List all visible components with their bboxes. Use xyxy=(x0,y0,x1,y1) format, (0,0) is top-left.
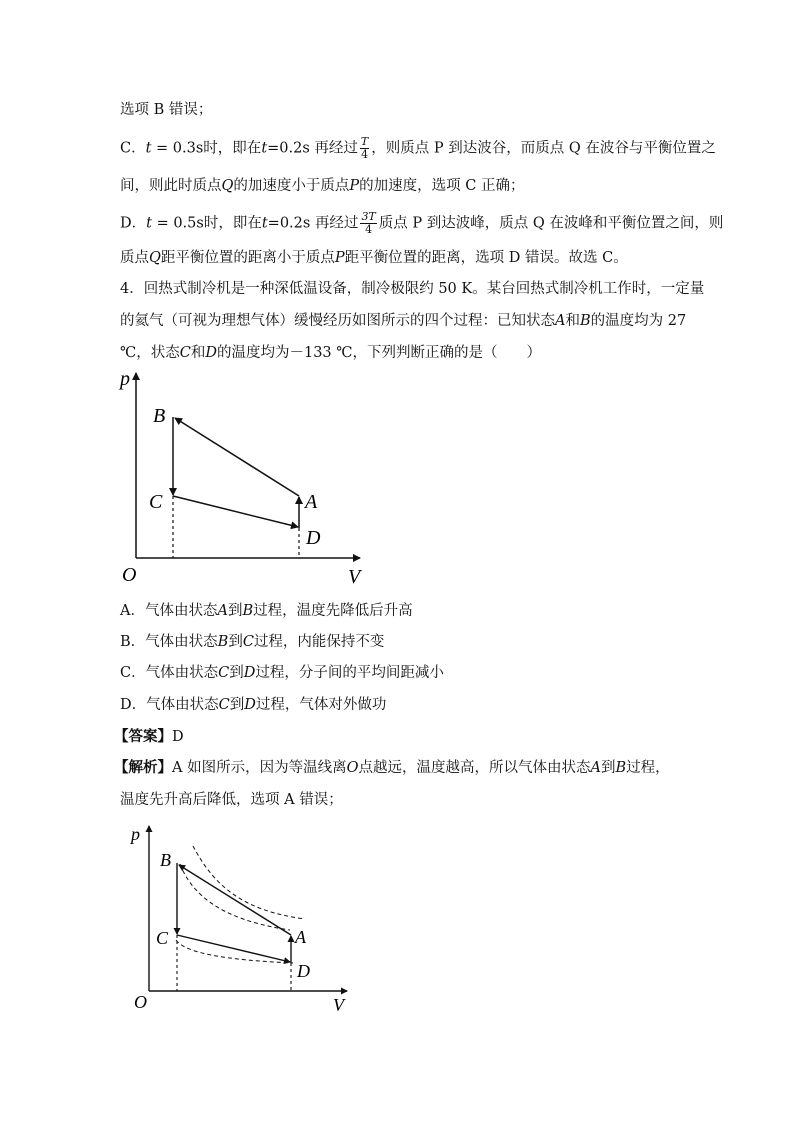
point-a-label: A xyxy=(295,927,306,947)
text: ，则质点 P 到达波谷，而质点 Q 在波谷与平衡位置之 xyxy=(371,140,716,157)
point-c-label: C xyxy=(156,928,169,948)
origin-label: O xyxy=(134,992,147,1012)
text: 点越远，温度越高，所以气体由状态 xyxy=(358,760,591,776)
text: 到 xyxy=(228,634,243,650)
variable: Q xyxy=(149,250,161,266)
isotherm-mid xyxy=(180,864,290,930)
answer-value: D xyxy=(172,729,184,745)
text-line-2 xyxy=(120,136,716,161)
variable: t xyxy=(145,140,152,157)
fraction xyxy=(360,136,369,161)
text-line-1 xyxy=(120,100,212,120)
text: 到 xyxy=(229,697,245,713)
v-label: V xyxy=(348,566,361,588)
answer-label: 【答案】 xyxy=(114,728,172,745)
option-a xyxy=(120,601,413,621)
pv-diagram-2 xyxy=(125,818,355,1018)
variable: D xyxy=(244,697,256,713)
analysis-line-1 xyxy=(114,758,670,778)
process-c-to-d xyxy=(173,496,298,527)
process-c-to-d xyxy=(177,935,290,962)
text: 和 xyxy=(565,313,580,329)
text: 和 xyxy=(190,345,206,361)
point-c-label: C xyxy=(149,491,163,513)
text: 过程，分子间的平均间距减小 xyxy=(255,665,444,681)
question-4-line-2 xyxy=(120,311,686,331)
variable: C xyxy=(242,634,254,650)
text-line-4 xyxy=(120,211,723,236)
process-a-to-b xyxy=(175,418,299,496)
text: 的加速度，选项 C 正确； xyxy=(359,178,525,194)
variable: D xyxy=(243,665,256,681)
fraction-denominator: 4 xyxy=(365,223,373,236)
text: 过程，温度先降低后升高 xyxy=(253,603,413,619)
fraction-numerator: 3T xyxy=(361,210,376,223)
text: 的温度均为－133 ℃，下列判断正确的是（ ） xyxy=(216,345,541,361)
text: C．气体由状态 xyxy=(120,665,219,681)
text: = 0.5s时，即在 xyxy=(151,215,262,232)
text: 质点 P 到达波峰，质点 Q 在波峰和平衡位置之间，则 xyxy=(378,215,724,232)
text: 到 xyxy=(600,760,616,776)
variable: P xyxy=(349,178,360,194)
point-b-label: B xyxy=(160,850,171,870)
text: 距平衡位置的距离，选项 D 错误。故选 C。 xyxy=(344,250,628,266)
process-a-to-b xyxy=(179,865,291,935)
text: 过程，气体对外做功 xyxy=(255,697,387,713)
text: 的温度均为 27 xyxy=(590,313,687,329)
variable: t xyxy=(261,215,268,232)
variable: C xyxy=(218,665,230,681)
text-line-3 xyxy=(120,176,524,196)
text: A．气体由状态 xyxy=(120,603,218,619)
text: 质点 xyxy=(120,250,149,266)
text: C． xyxy=(120,140,146,157)
variable: t xyxy=(146,215,152,232)
analysis-line-2 xyxy=(120,790,343,810)
text: A 如图所示，因为等温线离 xyxy=(172,760,347,776)
text: 的氦气（可视为理想气体）缓慢经历如图所示的四个过程：已知状态 xyxy=(120,313,555,329)
point-d-label: D xyxy=(297,961,310,981)
variable: t xyxy=(261,140,268,157)
origin-label: O xyxy=(122,564,137,586)
option-c xyxy=(120,663,444,683)
text: 到 xyxy=(227,603,243,619)
text: B．气体由状态 xyxy=(120,634,218,650)
question-4-line-1 xyxy=(120,279,704,299)
text: ℃，状态 xyxy=(120,345,180,361)
variable: B xyxy=(217,634,229,650)
p-label: p xyxy=(131,824,140,844)
variable: B xyxy=(579,313,591,329)
v-label: V xyxy=(333,995,344,1015)
text: 过程，内能保持不变 xyxy=(253,634,385,650)
text: D．气体由状态 xyxy=(120,697,219,713)
point-b-label: B xyxy=(153,405,166,427)
p-label: p xyxy=(120,368,130,390)
fraction-numerator: T xyxy=(360,135,369,148)
text: 过程， xyxy=(626,760,670,776)
text: 4．回热式制冷机是一种深低温设备，制冷极限约 50 K。某台回热式制冷机工作时，一定量 xyxy=(120,281,705,297)
text: = 0.3s时，即在 xyxy=(151,140,262,157)
text: 温度先升高后降低，选项 A 错误； xyxy=(120,792,343,808)
variable: Q xyxy=(221,178,234,194)
fraction xyxy=(360,211,376,236)
text: 间，则此时质点 xyxy=(120,178,222,194)
option-b xyxy=(120,632,384,652)
text-line-5 xyxy=(120,248,628,268)
point-a-label: A xyxy=(305,491,318,513)
variable: O xyxy=(346,760,359,776)
fraction-denominator: 4 xyxy=(361,148,369,161)
variable: D xyxy=(205,345,217,361)
pv-diagram-1 xyxy=(110,345,370,590)
text: =0.2s 再经过 xyxy=(267,140,358,157)
variable: C xyxy=(218,697,230,713)
option-d xyxy=(120,695,386,715)
analysis-label: 【解析】 xyxy=(114,759,172,776)
text: =0.2s 再经过 xyxy=(267,215,359,232)
text: 的加速度小于质点 xyxy=(233,178,350,194)
variable: B xyxy=(615,760,627,776)
variable: C xyxy=(179,345,191,361)
variable: A xyxy=(555,313,566,329)
text: 选项 B 错误； xyxy=(120,102,213,118)
text: D． xyxy=(120,215,147,232)
variable: A xyxy=(590,760,601,776)
variable: A xyxy=(217,603,228,619)
text: 到 xyxy=(229,665,244,681)
text: 距平衡位置的距离小于质点 xyxy=(160,250,335,266)
variable: B xyxy=(242,603,254,619)
point-d-label: D xyxy=(306,527,321,549)
isotherm-low xyxy=(176,940,293,963)
answer-line xyxy=(114,727,184,747)
variable: P xyxy=(334,250,345,266)
